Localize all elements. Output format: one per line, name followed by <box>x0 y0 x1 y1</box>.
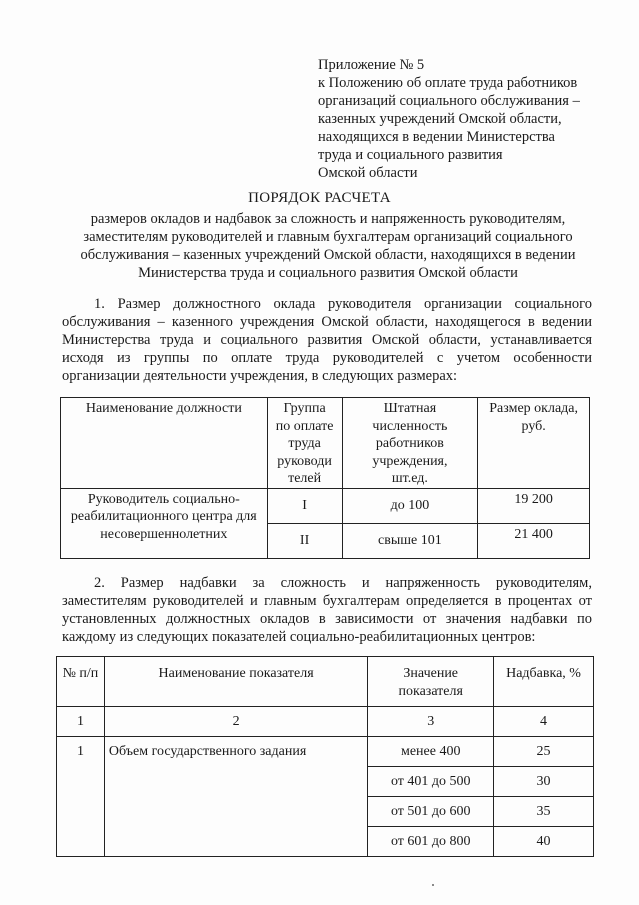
bonus-table <box>56 656 594 857</box>
bonus-cell: 30 <box>494 767 594 797</box>
column-number: 4 <box>494 707 594 737</box>
header-line: по оплате <box>275 418 334 434</box>
group-cell: II <box>267 523 342 558</box>
table-header-row <box>57 657 594 707</box>
value-cell: от 401 до 500 <box>368 767 494 797</box>
position-name-cell <box>61 488 268 558</box>
cell-line: несовершеннолетних <box>100 526 228 542</box>
appendix-line: казенных учреждений Омской области, <box>318 111 562 127</box>
header-staff <box>342 398 478 489</box>
paragraph-line: исходя из группы по оплате труда руководителей с учетом особенности <box>62 350 592 366</box>
bonus-cell: 35 <box>494 797 594 827</box>
bonus-cell: 40 <box>494 827 594 857</box>
header-salary <box>478 398 590 489</box>
subtitle-line: Министерства труда и социального развития Омской области <box>138 265 518 281</box>
header-line: Значение <box>403 666 459 681</box>
header-position: Наименование должности <box>61 398 268 489</box>
appendix-header <box>318 56 618 182</box>
header-line: Штатная <box>383 401 437 416</box>
column-number-row <box>57 707 594 737</box>
value-cell: от 501 до 600 <box>368 797 494 827</box>
row-number-cell: 1 <box>57 737 105 857</box>
header-line: руководи <box>277 453 332 469</box>
header-line: шт.ед. <box>391 471 428 486</box>
appendix-line: организаций социального обслуживания – <box>318 93 580 109</box>
table-header-row <box>61 398 590 489</box>
staff-cell: до 100 <box>342 488 478 523</box>
table-row <box>61 488 590 523</box>
subtitle-line: заместителям руководителей и главным бухгалтерам организаций социального <box>83 229 573 245</box>
paragraph-line: 1. Размер должностного оклада руководителя организации социального <box>94 296 592 312</box>
header-line: руб. <box>521 418 546 434</box>
paragraph-line: Министерства труда и социального развития Омской области, устанавливается <box>62 332 592 348</box>
salary-table <box>60 397 590 559</box>
column-number: 2 <box>104 707 367 737</box>
salary-cell: 19 200 <box>478 488 590 523</box>
staff-cell: свыше 101 <box>342 523 478 558</box>
header-line: учреждения, <box>372 453 448 469</box>
paragraph-line: организации деятельности учреждения, в следующих размерах: <box>62 368 458 384</box>
header-line: Группа <box>283 401 326 416</box>
value-cell: менее 400 <box>368 737 494 767</box>
table-row <box>57 737 594 767</box>
appendix-line: Омской области <box>318 165 418 181</box>
header-line: показателя <box>398 683 463 699</box>
header-line: Размер оклада, <box>489 401 579 416</box>
appendix-line: к Положению об оплате труда работников <box>318 75 578 91</box>
appendix-line: находящихся в ведении Министерства <box>318 129 555 145</box>
paragraph-line: установленных должностных окладов в зависимости от значения надбавки по <box>62 611 592 627</box>
paragraph-line: обслуживания – казенного учреждения Омской области, находящегося в ведении <box>62 314 592 330</box>
header-indicator: Наименование показателя <box>104 657 367 707</box>
document-title: ПОРЯДОК РАСЧЕТА <box>248 190 391 206</box>
indicator-name-cell: Объем государственного задания <box>104 737 367 857</box>
value-cell: от 601 до 800 <box>368 827 494 857</box>
subtitle-line: обслуживания – казенных учреждений Омской области, находящихся в ведении <box>80 247 576 263</box>
appendix-line: труда и социального развития <box>318 147 503 163</box>
appendix-line: Приложение № 5 <box>318 57 425 73</box>
header-line: телей <box>288 471 322 486</box>
cell-line: Руководитель социально- <box>87 491 240 507</box>
subtitle-line: размеров окладов и надбавок за сложность и напряженность руководителям, <box>90 211 566 227</box>
scan-speck <box>432 884 434 886</box>
group-cell: I <box>267 488 342 523</box>
header-value <box>368 657 494 707</box>
header-group <box>267 398 342 489</box>
document-subtitle <box>62 210 594 282</box>
paragraph-line: каждому из следующих показателей социально-реабилитационных центров: <box>62 629 536 645</box>
bonus-cell: 25 <box>494 737 594 767</box>
paragraph-line: 2. Размер надбавки за сложность и напряженность руководителям, <box>94 575 592 591</box>
header-line: работников <box>375 436 444 451</box>
header-line: численность <box>372 418 448 434</box>
column-number: 3 <box>368 707 494 737</box>
column-number: 1 <box>57 707 105 737</box>
paragraph-line: заместителям руководителей и главным бухгалтерам определяется в процентах от <box>62 593 592 609</box>
header-line: труда <box>288 436 321 451</box>
header-num: № п/п <box>57 657 105 707</box>
cell-line: реабилитационного центра для <box>70 509 257 524</box>
paragraph-2 <box>62 574 592 646</box>
header-bonus: Надбавка, % <box>494 657 594 707</box>
salary-cell: 21 400 <box>478 523 590 558</box>
paragraph-1 <box>62 295 592 385</box>
